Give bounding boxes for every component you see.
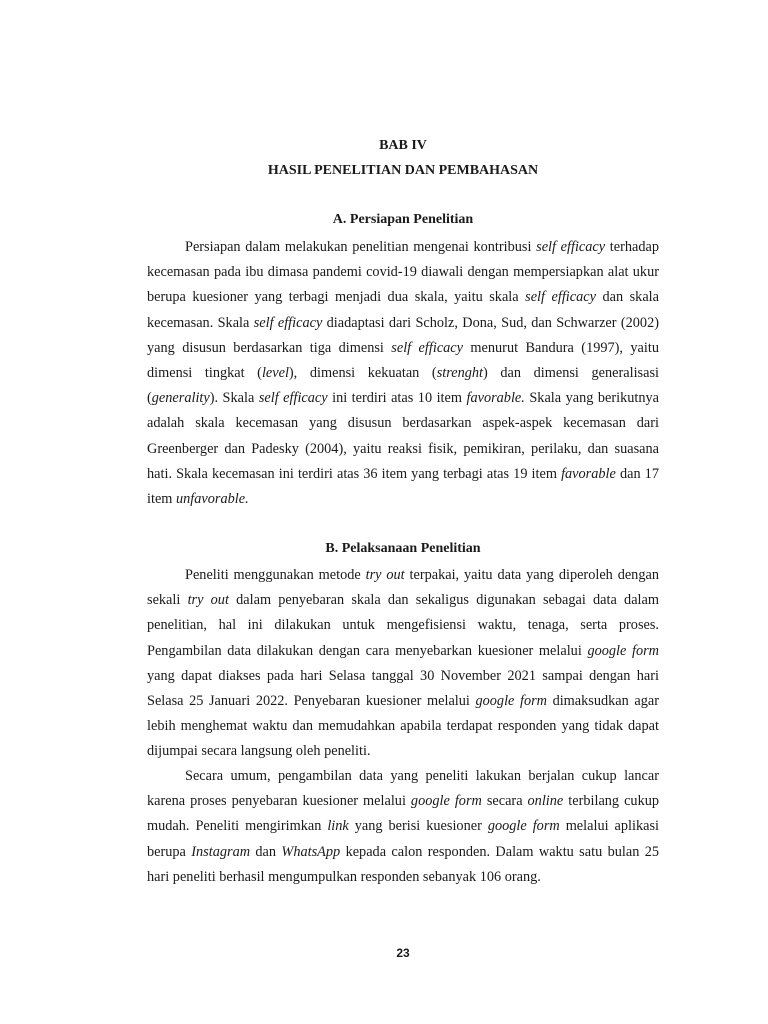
- text-run: dimaksudkan agar lebih menghemat waktu dan memudahkan apabila terdapat responden yang tidak dapat dijumpai secara langsung oleh peneliti.: [147, 693, 659, 760]
- italic-term: Instagram: [191, 843, 251, 860]
- italic-term: google form: [487, 818, 560, 835]
- text-run: kepada calon responden. Dalam waktu satu bulan 25 hari peneliti berhasil mengumpulkan responden sebanyak 106 orang.: [147, 843, 659, 885]
- text-run: diadaptasi dari Scholz, Dona, Sud, dan Schwarzer (2002) yang disusun berdasarkan tiga dimensi: [147, 314, 659, 356]
- text-run: dalam penyebaran skala dan sekaligus digunakan sebagai data dalam penelitian, hal ini dilakukan untuk mengefisiensi waktu, tenaga, serta proses. Pengambilan data dilakukan dengan cara menyebarkan kuesioner melalui: [147, 592, 659, 659]
- italic-term: try out: [365, 567, 405, 583]
- text-run: ). Skala: [209, 390, 259, 407]
- italic-term: self efficacy: [525, 289, 596, 306]
- page-number: 23: [396, 946, 410, 960]
- text-run: ini terdiri atas 10 item: [327, 390, 467, 407]
- text-run: yang dapat diakses pada hari Selasa tanggal 30 November 2021 sampai dengan hari Selasa 25 Januari 2022. Penyebaran kuesioner melalui: [147, 667, 659, 710]
- text-run: secara: [481, 793, 528, 810]
- text-run: ) dan dimensi generalisasi (: [147, 365, 659, 407]
- italic-term: WhatsApp: [281, 843, 341, 860]
- italic-term: try out: [187, 592, 229, 609]
- italic-term: level: [261, 365, 289, 382]
- text-run: ), dimensi kekuatan (: [288, 365, 437, 382]
- italic-term: online: [527, 793, 564, 810]
- italic-term: google form: [410, 793, 482, 810]
- italic-term: link: [327, 818, 349, 835]
- text-run: Secara umum, pengambilan data yang peneliti lakukan berjalan cukup lancar karena proses penyebaran kuesioner melalui: [147, 768, 659, 810]
- text-run: dan skala kecemasan. Skala: [147, 289, 659, 331]
- text-run: Peneliti menggunakan metode: [185, 567, 366, 583]
- italic-term: self efficacy: [536, 239, 606, 255]
- chapter-number: BAB IV: [379, 138, 427, 153]
- text-run: Skala yang berikutnya adalah skala kecemasan yang disusun berdasarkan aspek-aspek kecemasan dari Greenberger dan Padesky (2004), yaitu reaksi fisik, pemikiran, perilaku, dan suasana hati. Skala kecemasan ini terdiri atas 36 item yang terbagi atas 19 item: [147, 390, 660, 482]
- section-a-paragraph: [147, 235, 659, 512]
- text-run: terhadap kecemasan pada ibu dimasa pandemi covid-19 diawali dengan mempersiapkan alat ukur berupa kuesioner yang terbagi menjadi dua skala, yaitu skala: [147, 239, 659, 306]
- italic-term: strenght: [436, 365, 484, 382]
- italic-term: self efficacy: [391, 339, 464, 356]
- chapter-title: HASIL PENELITIAN DAN PEMBAHASAN: [267, 163, 539, 178]
- italic-term: google form: [587, 642, 659, 659]
- text-run: dan 17 item: [147, 465, 659, 508]
- text-run: menurut Bandura (1997), yaitu dimensi tingkat (: [147, 339, 659, 382]
- section-a-heading: A. Persiapan Penelitian: [332, 212, 474, 227]
- italic-term: self efficacy: [258, 390, 328, 407]
- text-run: yang berisi kuesioner: [348, 818, 488, 835]
- section-b-paragraph-2: [147, 764, 659, 890]
- italic-term: favorable.: [466, 390, 525, 407]
- text-run: dan: [250, 843, 282, 860]
- section-b-heading: B. Pelaksanaan Penelitian: [325, 541, 481, 556]
- italic-term: google form: [475, 693, 547, 710]
- section-b-paragraph-1: [147, 563, 659, 765]
- text-run: terpakai, yaitu data yang diperoleh dengan sekali: [147, 567, 659, 609]
- italic-term: self efficacy: [253, 314, 323, 331]
- text-run: terbilang cukup mudah. Peneliti mengirimkan: [147, 793, 660, 835]
- italic-term: unfavorable.: [176, 491, 249, 508]
- italic-term: generality: [151, 390, 210, 407]
- italic-term: favorable: [561, 465, 616, 482]
- text-run: melalui aplikasi berupa: [147, 818, 660, 860]
- text-run: Persiapan dalam melakukan penelitian mengenai kontribusi: [185, 239, 537, 255]
